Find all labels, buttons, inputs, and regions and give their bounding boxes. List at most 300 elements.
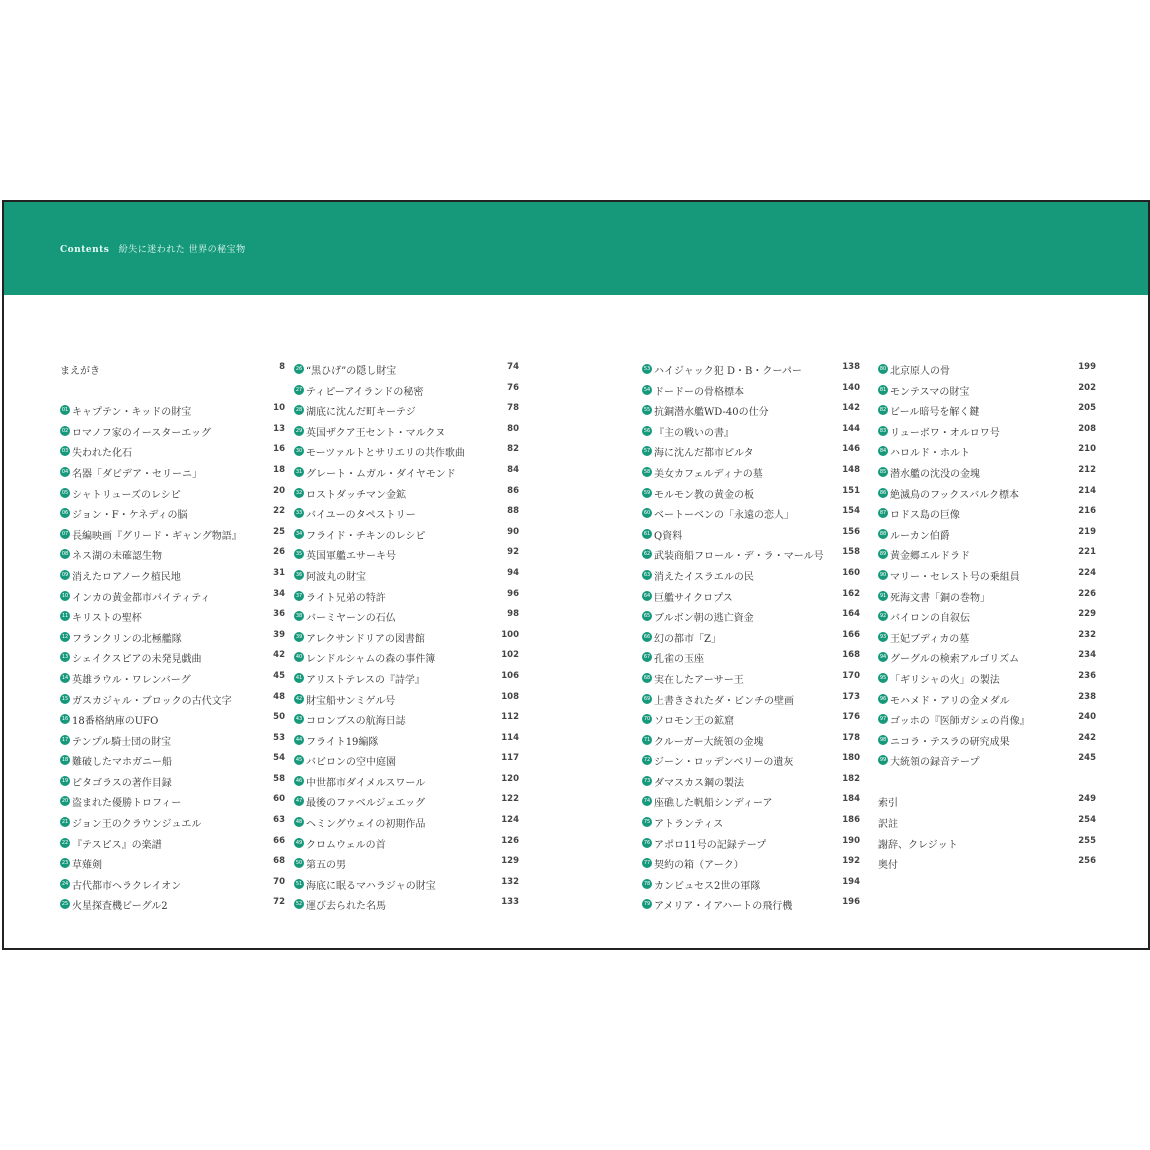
toc-entry-page: 20	[273, 485, 285, 496]
toc-entry[interactable]	[878, 361, 1096, 382]
toc-entry-page: 170	[842, 670, 860, 681]
toc-entry-title: カンビュセス2世の軍隊	[654, 880, 761, 892]
toc-entry-page: 154	[842, 506, 860, 517]
toc-entry[interactable]	[642, 691, 860, 712]
chapter-number-badge: 53	[643, 366, 651, 372]
toc-entry-page: 142	[842, 403, 860, 414]
toc-entry-title: ベートーベンの「永遠の恋人」	[654, 510, 794, 522]
chapter-number-badge: 70	[643, 716, 651, 723]
toc-entry-title: “黒ひげ”の隠し財宝	[306, 366, 397, 377]
toc-entry-page: 245	[1078, 753, 1096, 764]
toc-entry-title: ネス湖の未確認生物	[72, 551, 162, 563]
toc-entry[interactable]	[294, 876, 519, 897]
chapter-number-badge: 97	[879, 716, 887, 723]
chapter-number-badge: 94	[879, 654, 887, 661]
toc-entry-title: モルモン教の黄金の板	[654, 489, 754, 501]
toc-entry-title: 幻の都市「Z」	[654, 633, 721, 645]
chapter-number-badge: 25	[61, 901, 69, 908]
toc-entry[interactable]	[878, 464, 1096, 485]
chapter-number-badge: 04	[61, 468, 69, 475]
toc-entry[interactable]	[878, 814, 1096, 835]
toc-entry-page: 221	[1078, 547, 1096, 558]
toc-entry[interactable]	[294, 649, 519, 670]
toc-entry-page: 92	[507, 547, 519, 558]
toc-entry[interactable]	[294, 855, 519, 876]
toc-entry-title: Q資料	[654, 530, 683, 542]
chapter-number-badge: 05	[61, 489, 69, 496]
toc-entry[interactable]	[60, 855, 285, 876]
toc-entry[interactable]	[294, 402, 519, 423]
chapter-number-badge: 15	[61, 695, 69, 702]
toc-entry-title: バーミヤーンの石仏	[306, 613, 396, 625]
toc-entry[interactable]	[878, 670, 1096, 691]
chapter-number-badge: 10	[61, 592, 69, 599]
chapter-number-badge: 71	[643, 736, 651, 743]
toc-entry-title: 湖底に沈んだ町キーテジ	[306, 407, 416, 419]
toc-entry-title: クロムウェルの首	[306, 839, 386, 851]
toc-entry-page: 54	[273, 753, 285, 764]
toc-entry[interactable]	[294, 793, 519, 814]
toc-entry-page: 114	[501, 732, 519, 743]
toc-entry-page: 173	[842, 691, 860, 702]
toc-entry[interactable]	[60, 608, 285, 629]
toc-entry-page: 202	[1078, 382, 1096, 393]
toc-entry-title: ロストダッチマン金鉱	[306, 489, 406, 501]
toc-column-2	[294, 361, 519, 917]
toc-entry-page: 249	[1078, 794, 1096, 805]
toc-entry-page: 126	[501, 835, 519, 846]
toc-entry-title: リューボワ・オルロワ号	[890, 427, 1000, 439]
toc-entry-title: ジョン王のクラウンジュエル	[72, 819, 202, 831]
chapter-number-badge: 64	[643, 592, 651, 599]
toc-entry[interactable]	[642, 526, 860, 547]
toc-entry-page: 194	[842, 876, 860, 887]
toc-entry-page: 100	[501, 629, 519, 640]
toc-entry-page: 226	[1078, 588, 1096, 599]
toc-entry[interactable]	[294, 896, 519, 917]
toc-entry-title: ロマノフ家のイースターエッグ	[72, 427, 211, 439]
toc-entry[interactable]	[294, 835, 519, 856]
toc-entry-title: 海に沈んだ都市ピルタ	[654, 448, 754, 460]
toc-entry[interactable]	[878, 629, 1096, 650]
toc-entry[interactable]	[60, 567, 285, 588]
toc-entry-title: 上書きされたダ・ビンチの壁画	[654, 695, 794, 707]
chapter-number-badge: 19	[61, 777, 69, 784]
toc-entry[interactable]	[642, 567, 860, 588]
toc-entry[interactable]	[642, 485, 860, 506]
toc-entry[interactable]	[294, 752, 519, 773]
toc-entry[interactable]	[878, 608, 1096, 629]
toc-entry-page: 102	[501, 650, 519, 661]
toc-entry-title: テンプル騎士団の財宝	[72, 736, 172, 748]
toc-entry[interactable]	[294, 546, 519, 567]
chapter-number-badge: 39	[295, 633, 303, 640]
toc-entry-page: 182	[842, 773, 860, 784]
toc-entry[interactable]	[878, 443, 1096, 464]
toc-entry-title: グレート・ムガル・ダイヤモンド	[306, 468, 456, 480]
toc-entry-page: 31	[273, 567, 285, 578]
toc-entry-title: 黄金郷エルドラド	[890, 551, 970, 563]
toc-entry-page: 16	[273, 444, 285, 455]
chapter-number-badge: 79	[643, 901, 651, 908]
toc-entry-page: 50	[273, 712, 285, 723]
toc-entry[interactable]	[60, 670, 285, 691]
book-spread	[2, 200, 1150, 950]
toc-entry[interactable]	[878, 835, 1096, 856]
book-subtitle: 紛失に迷われた 世界の秘宝物	[118, 245, 246, 255]
toc-entry[interactable]	[294, 485, 519, 506]
toc-entry-title: 大統領の録音テープ	[890, 757, 980, 769]
toc-entry-title: 実在したアーサー王	[654, 674, 744, 686]
toc-entry[interactable]	[60, 485, 285, 506]
toc-entry-title: 海底に眠るマハラジャの財宝	[306, 880, 436, 892]
toc-entry[interactable]	[642, 546, 860, 567]
chapter-number-badge: 66	[643, 633, 651, 640]
chapter-number-badge: 68	[643, 674, 651, 681]
toc-entry[interactable]	[642, 505, 860, 526]
toc-entry-page: 144	[842, 423, 860, 434]
chapter-number-badge: 23	[61, 860, 69, 867]
toc-entry[interactable]	[642, 382, 860, 403]
toc-entry-page: 98	[507, 609, 519, 620]
toc-entry-page: 68	[273, 856, 285, 867]
toc-entry[interactable]	[642, 896, 860, 917]
chapter-number-badge: 88	[879, 530, 887, 537]
chapter-number-badge: 93	[879, 633, 887, 640]
chapter-number-badge: 36	[295, 571, 303, 578]
chapter-number-badge: 26	[295, 366, 303, 372]
chapter-number-badge: 38	[295, 613, 303, 620]
toc-entry[interactable]	[642, 402, 860, 423]
toc-entry[interactable]	[642, 588, 860, 609]
toc-entry-page: 90	[507, 526, 519, 537]
toc-entry-title: ドードーの骨格標本	[654, 386, 744, 398]
toc-entry-title: モーツァルトとサリエリの共作歌曲	[306, 448, 465, 460]
chapter-number-badge: 27	[295, 386, 303, 393]
chapter-number-badge: 41	[295, 674, 303, 681]
toc-entry[interactable]	[60, 814, 285, 835]
chapter-number-badge: 37	[295, 592, 303, 599]
toc-entry-title: 名器「ダビデア・セリーニ」	[72, 468, 202, 480]
toc-entry-title: 訳註	[878, 819, 898, 831]
chapter-number-badge: 72	[643, 757, 651, 764]
chapter-number-badge: 12	[61, 633, 69, 640]
chapter-number-badge: 51	[295, 880, 303, 887]
toc-entry[interactable]	[294, 608, 519, 629]
toc-entry[interactable]	[60, 691, 285, 712]
chapter-number-badge: 69	[643, 695, 651, 702]
toc-entry-page: 36	[273, 609, 285, 620]
chapter-number-badge: 63	[643, 571, 651, 578]
toc-entry-title: 古代都市ヘラクレイオン	[72, 880, 182, 892]
toc-entry[interactable]	[642, 443, 860, 464]
toc-entry-page: 190	[842, 835, 860, 846]
toc-entry[interactable]	[878, 505, 1096, 526]
chapter-number-badge: 75	[643, 819, 651, 826]
toc-entry[interactable]	[60, 711, 285, 732]
toc-entry-title: 中世都市ダイメルスワール	[306, 777, 426, 789]
chapter-number-badge: 80	[879, 366, 887, 372]
toc-entry-title: 草薙剣	[72, 860, 102, 872]
toc-entry-title: インカの黄金都市パイティティ	[72, 592, 211, 604]
chapter-number-badge: 85	[879, 468, 887, 475]
toc-entry[interactable]	[294, 588, 519, 609]
chapter-number-badge: 11	[61, 613, 69, 620]
toc-entry[interactable]	[878, 691, 1096, 712]
toc-entry[interactable]	[60, 732, 285, 753]
toc-entry-title: 契約の箱（アーク）	[654, 860, 744, 872]
toc-entry-page: 74	[507, 362, 519, 372]
toc-entry-page: 45	[273, 670, 285, 681]
toc-entry-page: 176	[842, 712, 860, 723]
toc-entry[interactable]	[878, 793, 1096, 814]
toc-entry[interactable]	[642, 876, 860, 897]
toc-entry[interactable]	[294, 691, 519, 712]
chapter-number-badge: 20	[61, 798, 69, 805]
toc-entry-title: フランクリンの北極艦隊	[72, 633, 182, 645]
toc-entry-title: 武装商船フロール・デ・ラ・マール号	[654, 551, 824, 563]
chapter-number-badge: 83	[879, 427, 887, 434]
toc-entry-title: 孔雀の玉座	[654, 654, 704, 666]
toc-entry-page: 112	[501, 712, 519, 723]
toc-entry-title: モンテスマの財宝	[890, 386, 970, 398]
toc-entry[interactable]	[878, 649, 1096, 670]
chapter-number-badge: 87	[879, 510, 887, 517]
chapter-number-badge: 02	[61, 427, 69, 434]
toc-entry[interactable]	[642, 855, 860, 876]
chapter-number-badge: 33	[295, 510, 303, 517]
toc-entry-page: 86	[507, 485, 519, 496]
toc-entry-title: 奥付	[878, 860, 898, 872]
toc-entry-page: 48	[273, 691, 285, 702]
toc-entry-page: 78	[507, 403, 519, 414]
toc-entry-page: 39	[273, 629, 285, 640]
toc-entry[interactable]	[60, 546, 285, 567]
toc-entry-page: 158	[842, 547, 860, 558]
toc-entry-page: 256	[1078, 856, 1096, 867]
toc-entry-page: 138	[842, 362, 860, 372]
chapter-number-badge: 77	[643, 860, 651, 867]
toc-entry-title: ジョン・F・ケネディの脳	[72, 510, 188, 522]
toc-spacer	[60, 382, 285, 403]
toc-entry-title: 座礁した帆船シンディーア	[654, 798, 773, 810]
chapter-number-badge: 18	[61, 757, 69, 764]
toc-entry-title: アレクサンドリアの図書館	[306, 633, 425, 645]
toc-entry[interactable]	[60, 649, 285, 670]
chapter-number-badge: 40	[295, 654, 303, 661]
toc-entry[interactable]	[642, 711, 860, 732]
toc-entry[interactable]	[878, 732, 1096, 753]
toc-entry-page: 58	[273, 773, 285, 784]
toc-entry[interactable]	[878, 567, 1096, 588]
toc-entry[interactable]	[294, 711, 519, 732]
toc-entry[interactable]	[60, 835, 285, 856]
toc-entry[interactable]	[60, 443, 285, 464]
chapter-number-badge: 86	[879, 489, 887, 496]
toc-entry[interactable]	[878, 423, 1096, 444]
toc-entry[interactable]	[294, 773, 519, 794]
chapter-number-badge: 65	[643, 613, 651, 620]
toc-entry-title: ハロルド・ホルト	[890, 448, 970, 460]
chapter-number-badge: 61	[643, 530, 651, 537]
toc-entry-page: 232	[1078, 629, 1096, 640]
toc-entry[interactable]	[642, 773, 860, 794]
toc-entry[interactable]	[642, 670, 860, 691]
toc-entry-title: 英国ザクア王セント・マルクヌ	[306, 427, 446, 439]
chapter-number-badge: 50	[295, 860, 303, 867]
chapter-number-badge: 29	[295, 427, 303, 434]
toc-entry-title: ハイジャック犯 D・B・クーパー	[654, 366, 802, 377]
chapter-number-badge: 16	[61, 716, 69, 723]
toc-entry-page: 216	[1078, 506, 1096, 517]
chapter-number-badge: 08	[61, 551, 69, 558]
toc-entry[interactable]	[60, 752, 285, 773]
toc-entry[interactable]	[60, 629, 285, 650]
toc-entry[interactable]	[294, 443, 519, 464]
toc-entry[interactable]	[642, 793, 860, 814]
toc-entry-title: キリストの聖杯	[72, 613, 142, 625]
toc-entry[interactable]	[642, 423, 860, 444]
toc-entry[interactable]	[294, 423, 519, 444]
chapter-number-badge: 67	[643, 654, 651, 661]
toc-entry[interactable]	[60, 402, 285, 423]
chapter-number-badge: 82	[879, 407, 887, 414]
toc-entry[interactable]	[60, 773, 285, 794]
toc-entry-title: ビール暗号を解く鍵	[890, 407, 980, 419]
toc-entry-title: フライト19編隊	[306, 736, 379, 748]
toc-entry[interactable]	[642, 649, 860, 670]
toc-entry-title: シェイクスピアの未発見戯曲	[72, 654, 202, 666]
chapter-number-badge: 59	[643, 489, 651, 496]
toc-entry-page: 151	[842, 485, 860, 496]
toc-entry[interactable]	[642, 814, 860, 835]
chapter-number-badge: 44	[295, 736, 303, 743]
chapter-number-badge: 73	[643, 777, 651, 784]
contents-heading	[60, 242, 246, 255]
toc-entry-title: 消えたイスラエルの民	[654, 571, 754, 583]
toc-entry[interactable]	[642, 629, 860, 650]
toc-entry[interactable]	[878, 546, 1096, 567]
toc-entry-page: 76	[507, 382, 519, 393]
toc-entry[interactable]	[60, 896, 285, 917]
toc-entry[interactable]	[60, 876, 285, 897]
toc-entry-page: 10	[273, 403, 285, 414]
toc-entry[interactable]	[294, 464, 519, 485]
toc-entry[interactable]	[878, 402, 1096, 423]
contents-label: Contents	[60, 245, 110, 255]
chapter-number-badge: 47	[295, 798, 303, 805]
toc-entry[interactable]	[294, 505, 519, 526]
toc-entry-title: 阿波丸の財宝	[306, 571, 366, 583]
toc-entry-page: 180	[842, 753, 860, 764]
toc-entry[interactable]	[878, 526, 1096, 547]
toc-entry[interactable]	[642, 361, 860, 382]
toc-entry[interactable]	[294, 732, 519, 753]
toc-entry-title: 抗銅潜水艦WD-40の仕分	[654, 407, 769, 419]
toc-entry[interactable]	[642, 732, 860, 753]
toc-entry-title: 索引	[878, 798, 898, 810]
toc-entry[interactable]	[642, 608, 860, 629]
toc-entry-page: 210	[1078, 444, 1096, 455]
toc-entry[interactable]	[878, 485, 1096, 506]
toc-entry[interactable]	[878, 588, 1096, 609]
toc-entry[interactable]	[294, 670, 519, 691]
toc-entry-title: 英雄ラウル・ワレンバーグ	[72, 674, 191, 686]
toc-entry[interactable]	[294, 629, 519, 650]
toc-entry-page: 238	[1078, 691, 1096, 702]
toc-entry-page: 162	[842, 588, 860, 599]
toc-entry-title: アトランティス	[654, 819, 724, 831]
toc-entry-title: アリストテレスの『詩学』	[306, 674, 425, 686]
chapter-number-badge: 91	[879, 592, 887, 599]
toc-entry-title: ブルボン朝の逃亡資金	[654, 613, 754, 625]
toc-entry[interactable]	[878, 382, 1096, 403]
toc-entry-page: 124	[501, 815, 519, 826]
chapter-number-badge: 28	[295, 407, 303, 414]
toc-entry-title: 財宝船サンミゲル号	[306, 695, 396, 707]
chapter-number-badge: 76	[643, 839, 651, 846]
chapter-number-badge: 54	[643, 386, 651, 393]
toc-entry[interactable]	[642, 835, 860, 856]
toc-entry-title: ライト兄弟の特許	[306, 592, 386, 604]
toc-entry[interactable]	[878, 855, 1096, 876]
toc-entry[interactable]	[60, 423, 285, 444]
toc-entry[interactable]	[60, 361, 285, 382]
toc-entry[interactable]	[878, 711, 1096, 732]
chapter-number-badge: 95	[879, 674, 887, 681]
toc-entry[interactable]	[294, 526, 519, 547]
toc-entry[interactable]	[642, 752, 860, 773]
toc-entry-title: ティピーアイランドの秘密	[306, 386, 424, 398]
toc-entry-page: 229	[1078, 609, 1096, 620]
toc-entry-page: 236	[1078, 670, 1096, 681]
toc-entry[interactable]	[878, 752, 1096, 773]
toc-entry-title: 絶滅鳥のフックスバルク標本	[890, 489, 1019, 501]
toc-entry-page: 242	[1078, 732, 1096, 743]
toc-entry-page: 255	[1078, 835, 1096, 846]
toc-entry-page: 234	[1078, 650, 1096, 661]
toc-entry[interactable]	[294, 814, 519, 835]
toc-entry-page: 72	[273, 897, 285, 908]
toc-entry[interactable]	[294, 382, 519, 403]
toc-entry[interactable]	[294, 567, 519, 588]
toc-entry[interactable]	[60, 505, 285, 526]
toc-entry[interactable]	[294, 361, 519, 382]
toc-entry[interactable]	[60, 526, 285, 547]
toc-entry[interactable]	[60, 588, 285, 609]
toc-entry-title: ゴッホの『医師ガシェの肖像』	[890, 716, 1030, 728]
toc-entry-page: 63	[273, 815, 285, 826]
toc-entry-page: 82	[507, 444, 519, 455]
toc-entry-page: 224	[1078, 567, 1096, 578]
toc-entry-title: バイユーのタペストリー	[306, 510, 416, 522]
toc-spacer	[878, 773, 1096, 794]
chapter-number-badge: 78	[643, 880, 651, 887]
toc-entry-page: 205	[1078, 403, 1096, 414]
toc-entry-page: 240	[1078, 712, 1096, 723]
toc-entry-page: 94	[507, 567, 519, 578]
toc-entry-page: 219	[1078, 526, 1096, 537]
toc-entry-title: 死海文書「銅の巻物」	[890, 592, 990, 604]
toc-entry[interactable]	[642, 464, 860, 485]
chapter-number-badge: 58	[643, 468, 651, 475]
chapter-number-badge: 35	[295, 551, 303, 558]
toc-entry[interactable]	[60, 793, 285, 814]
toc-entry-title: コロンブスの航海日誌	[306, 716, 406, 728]
toc-entry[interactable]	[60, 464, 285, 485]
toc-entry-page: 18	[273, 464, 285, 475]
toc-entry-title: ニコラ・テスラの研究成果	[890, 736, 1010, 748]
